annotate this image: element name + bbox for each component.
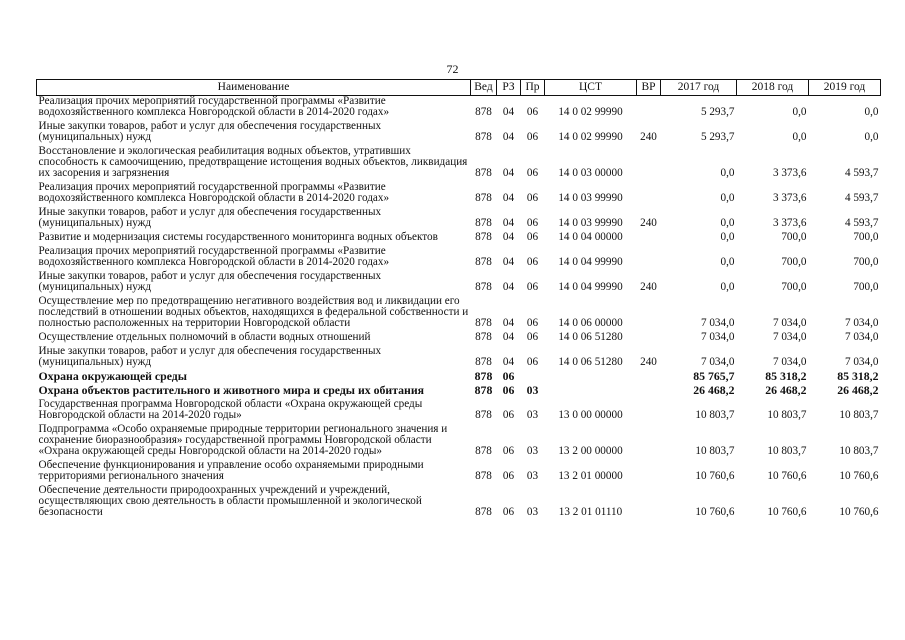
- cell-y2018: 3 373,6: [772, 167, 807, 179]
- cell-y2019: 26 468,2: [837, 383, 879, 397]
- cell-vr: 240: [640, 217, 657, 229]
- cell-y2017: 26 468,2: [693, 383, 735, 397]
- cell-ved: 878: [475, 470, 492, 482]
- cell-vr: 240: [640, 356, 657, 368]
- cell-vr: [637, 424, 661, 460]
- cell-pr: 06: [526, 317, 539, 329]
- cell-pr: 06: [526, 106, 539, 118]
- cell-vr: [637, 399, 661, 424]
- cell-y2019: 10 760,6: [839, 506, 879, 518]
- cell-rz: 06: [502, 369, 515, 383]
- cell-name: Подпрограмма «Особо охраняемые природные территории регионального значения и сохранение биоразнообразия» государственной программы Новгородской области «Охрана окружающей среды Новгородской области на 2014-2020 годы»: [38, 423, 448, 457]
- cell-cst: 13 2 00 00000: [558, 445, 623, 457]
- cell-ved: 878: [475, 192, 492, 204]
- cell-rz: 04: [502, 106, 515, 118]
- cell-vr: [637, 246, 661, 271]
- cell-y2017: 5 293,7: [700, 106, 735, 118]
- cell-ved: 878: [475, 231, 492, 243]
- cell-name: Реализация прочих мероприятий государственной программы «Развитие водохозяйственного комплекса Новгородской области в 2014-2020 годах»: [38, 95, 390, 118]
- cell-cst: 14 0 06 51280: [558, 331, 623, 343]
- cell-y2019: 0,0: [864, 106, 879, 118]
- cell-y2018: 700,0: [781, 231, 807, 243]
- cell-rz: 04: [502, 317, 515, 329]
- cell-cst: 14 0 03 00000: [558, 167, 623, 179]
- cell-y2017: 7 034,0: [700, 356, 735, 368]
- cell-y2019: 700,0: [853, 281, 879, 293]
- cell-y2019: 700,0: [853, 231, 879, 243]
- cell-pr: 06: [526, 217, 539, 229]
- table-row: [37, 399, 881, 424]
- cell-y2019: 4 593,7: [844, 192, 879, 204]
- cell-ved: 878: [475, 356, 492, 368]
- cell-ved: 878: [474, 383, 493, 397]
- cell-ved: 878: [475, 131, 492, 143]
- cell-y2018: 10 803,7: [767, 445, 807, 457]
- cell-vr: [637, 182, 661, 207]
- cell-y2017: 85 765,7: [693, 369, 735, 383]
- cell-pr: 06: [526, 281, 539, 293]
- cell-cst: 13 2 01 00000: [558, 470, 623, 482]
- cell-rz: 04: [502, 131, 515, 143]
- cell-y2018: 85 318,2: [765, 369, 807, 383]
- cell-y2017: 0,0: [720, 256, 735, 268]
- cell-y2017: 0,0: [720, 192, 735, 204]
- cell-y2017: 7 034,0: [700, 317, 735, 329]
- table-row: [37, 96, 881, 122]
- cell-rz: 04: [502, 192, 515, 204]
- cell-pr: 03: [526, 383, 539, 397]
- cell-pr: 06: [526, 356, 539, 368]
- table-row: [37, 385, 881, 399]
- cell-vr: [637, 485, 661, 521]
- cell-name: Иные закупки товаров, работ и услуг для обеспечения государственных (муниципальных) нужд: [38, 120, 382, 143]
- page-number: 72: [446, 62, 459, 76]
- cell-name: Осуществление мер по предотвращению негативного воздействия вод и ликвидации его последствий в отношении водных объектов, находящихся в федеральной собственности и полностью расположенных на территории Новгородской области: [38, 295, 469, 329]
- cell-y2019: 10 803,7: [839, 409, 879, 421]
- cell-vr: [637, 460, 661, 485]
- cell-vr: [637, 371, 661, 385]
- table-row: [37, 207, 881, 232]
- cell-rz: 04: [502, 167, 515, 179]
- cell-name: Обеспечение функционирования и управление особо охраняемыми природными территориями регионального значения: [38, 459, 424, 482]
- cell-y2019: 85 318,2: [837, 369, 879, 383]
- cell-name: Иные закупки товаров, работ и услуг для обеспечения государственных (муниципальных) нужд: [38, 270, 382, 293]
- header-2019: 2019 год: [809, 80, 881, 96]
- cell-vr: [637, 146, 661, 182]
- cell-y2019: 4 593,7: [844, 167, 879, 179]
- cell-vr: [637, 296, 661, 332]
- cell-pr: 06: [526, 331, 539, 343]
- cell-y2019: 700,0: [853, 256, 879, 268]
- cell-y2019: 10 803,7: [839, 445, 879, 457]
- cell-pr: 06: [526, 231, 539, 243]
- cell-ved: 878: [475, 409, 492, 421]
- cell-rz: 04: [502, 281, 515, 293]
- cell-pr: 06: [526, 167, 539, 179]
- header-cst: ЦСТ: [545, 80, 637, 96]
- cell-rz: 06: [502, 506, 515, 518]
- cell-cst: 14 0 04 99990: [558, 256, 623, 268]
- header-2017: 2017 год: [661, 80, 737, 96]
- cell-y2018: 7 034,0: [772, 356, 807, 368]
- cell-y2017: 0,0: [720, 217, 735, 229]
- cell-name: Иные закупки товаров, работ и услуг для обеспечения государственных (муниципальных) нужд: [38, 345, 382, 368]
- table-row: [37, 346, 881, 371]
- cell-pr: 03: [526, 445, 539, 457]
- cell-name: Обеспечение деятельности природоохранных учреждений и учреждений, осуществляющих свою деятельность в области промышленной и экологической безопасности: [38, 484, 422, 518]
- cell-name: Иные закупки товаров, работ и услуг для обеспечения государственных (муниципальных) нужд: [38, 206, 382, 229]
- cell-vr: [637, 232, 661, 246]
- cell-y2018: 10 803,7: [767, 409, 807, 421]
- cell-pr: 06: [526, 192, 539, 204]
- cell-y2018: 7 034,0: [772, 317, 807, 329]
- cell-rz: 06: [502, 383, 515, 397]
- cell-ved: 878: [475, 506, 492, 518]
- cell-ved: 878: [475, 106, 492, 118]
- cell-pr: 03: [526, 506, 539, 518]
- cell-y2017: 10 760,6: [695, 506, 735, 518]
- cell-y2017: 7 034,0: [700, 331, 735, 343]
- cell-name: Осуществление отдельных полномочий в области водных отношений: [38, 331, 371, 343]
- cell-name: Реализация прочих мероприятий государственной программы «Развитие водохозяйственного комплекса Новгородской области в 2014-2020 годах»: [38, 245, 390, 268]
- cell-y2018: 700,0: [781, 281, 807, 293]
- cell-y2019: 10 760,6: [839, 470, 879, 482]
- cell-cst: 13 0 00 00000: [558, 409, 623, 421]
- table-row: [37, 146, 881, 182]
- table-row: [37, 296, 881, 332]
- cell-y2018: 10 760,6: [767, 506, 807, 518]
- cell-pr: 06: [526, 256, 539, 268]
- cell-cst: 14 0 03 99990: [558, 217, 623, 229]
- cell-y2017: 5 293,7: [700, 131, 735, 143]
- cell-y2019: 7 034,0: [844, 317, 879, 329]
- cell-rz: 04: [502, 256, 515, 268]
- table-row: [37, 485, 881, 521]
- cell-ved: 878: [475, 256, 492, 268]
- cell-cst: [545, 385, 637, 399]
- cell-ved: 878: [475, 317, 492, 329]
- cell-y2018: 0,0: [792, 131, 807, 143]
- cell-y2017: 0,0: [720, 167, 735, 179]
- header-pr: Пр: [521, 80, 545, 96]
- cell-rz: 04: [502, 356, 515, 368]
- cell-y2018: 700,0: [781, 256, 807, 268]
- cell-vr: [637, 385, 661, 399]
- cell-ved: 878: [474, 369, 493, 383]
- cell-cst: 14 0 03 99990: [558, 192, 623, 204]
- cell-y2018: 0,0: [792, 106, 807, 118]
- cell-ved: 878: [475, 167, 492, 179]
- cell-rz: 04: [502, 217, 515, 229]
- cell-y2018: 3 373,6: [772, 192, 807, 204]
- cell-ved: 878: [475, 217, 492, 229]
- cell-ved: 878: [475, 281, 492, 293]
- cell-cst: 14 0 06 00000: [558, 317, 623, 329]
- cell-y2019: 0,0: [864, 131, 879, 143]
- cell-rz: 06: [502, 470, 515, 482]
- cell-cst: 14 0 02 99990: [558, 106, 623, 118]
- cell-rz: 06: [502, 409, 515, 421]
- table-row: [37, 271, 881, 296]
- table-row: [37, 460, 881, 485]
- cell-y2018: 10 760,6: [767, 470, 807, 482]
- budget-table: [36, 79, 881, 521]
- cell-cst: 14 0 02 99990: [558, 131, 623, 143]
- cell-name: Реализация прочих мероприятий государственной программы «Развитие водохозяйственного комплекса Новгородской области в 2014-2020 годах»: [38, 181, 390, 204]
- cell-y2017: 0,0: [720, 231, 735, 243]
- cell-vr: [637, 332, 661, 346]
- cell-y2018: 26 468,2: [765, 383, 807, 397]
- table-row: [37, 332, 881, 346]
- cell-y2018: 3 373,6: [772, 217, 807, 229]
- header-ved: Вед: [471, 80, 497, 96]
- cell-rz: 04: [502, 231, 515, 243]
- table-row: [37, 246, 881, 271]
- cell-pr: 03: [526, 409, 539, 421]
- table-row: [37, 232, 881, 246]
- cell-pr: 06: [526, 131, 539, 143]
- cell-cst: 14 0 04 99990: [558, 281, 623, 293]
- cell-cst: 13 2 01 01110: [558, 506, 623, 518]
- cell-pr: 03: [526, 470, 539, 482]
- cell-y2019: 4 593,7: [844, 217, 879, 229]
- table-header-row: [37, 80, 881, 96]
- cell-cst: 14 0 06 51280: [558, 356, 623, 368]
- cell-y2019: 7 034,0: [844, 356, 879, 368]
- cell-name: Охрана окружающей среды: [38, 369, 187, 383]
- cell-vr: 240: [640, 281, 657, 293]
- table-row: [37, 121, 881, 146]
- cell-cst: [545, 371, 637, 385]
- cell-cst: 14 0 04 00000: [558, 231, 623, 243]
- cell-y2017: 10 803,7: [695, 445, 735, 457]
- cell-name: Восстановление и экологическая реабилитация водных объектов, утративших способность к самоочищению, предотвращение истощения водных объектов, ликвидация их засорения и загрязнения: [38, 145, 468, 179]
- cell-y2019: 7 034,0: [844, 331, 879, 343]
- header-name: Наименование: [37, 80, 471, 96]
- header-2018: 2018 год: [737, 80, 809, 96]
- cell-name: Развитие и модернизация системы государственного мониторинга водных объектов: [38, 231, 438, 243]
- cell-ved: 878: [475, 331, 492, 343]
- table-row: [37, 424, 881, 460]
- cell-ved: 878: [475, 445, 492, 457]
- cell-name: Охрана объектов растительного и животного мира и среды их обитания: [38, 383, 425, 397]
- cell-y2017: 10 803,7: [695, 409, 735, 421]
- cell-y2017: 0,0: [720, 281, 735, 293]
- table-body: [37, 96, 881, 522]
- cell-vr: 240: [640, 131, 657, 143]
- cell-vr: [637, 96, 661, 122]
- cell-y2018: 7 034,0: [772, 331, 807, 343]
- header-rz: РЗ: [497, 80, 521, 96]
- cell-name: Государственная программа Новгородской области «Охрана окружающей среды Новгородской области на 2014-2020 годы»: [38, 398, 423, 421]
- cell-rz: 04: [502, 331, 515, 343]
- header-vr: ВР: [637, 80, 661, 96]
- cell-rz: 06: [502, 445, 515, 457]
- cell-y2017: 10 760,6: [695, 470, 735, 482]
- table-row: [37, 182, 881, 207]
